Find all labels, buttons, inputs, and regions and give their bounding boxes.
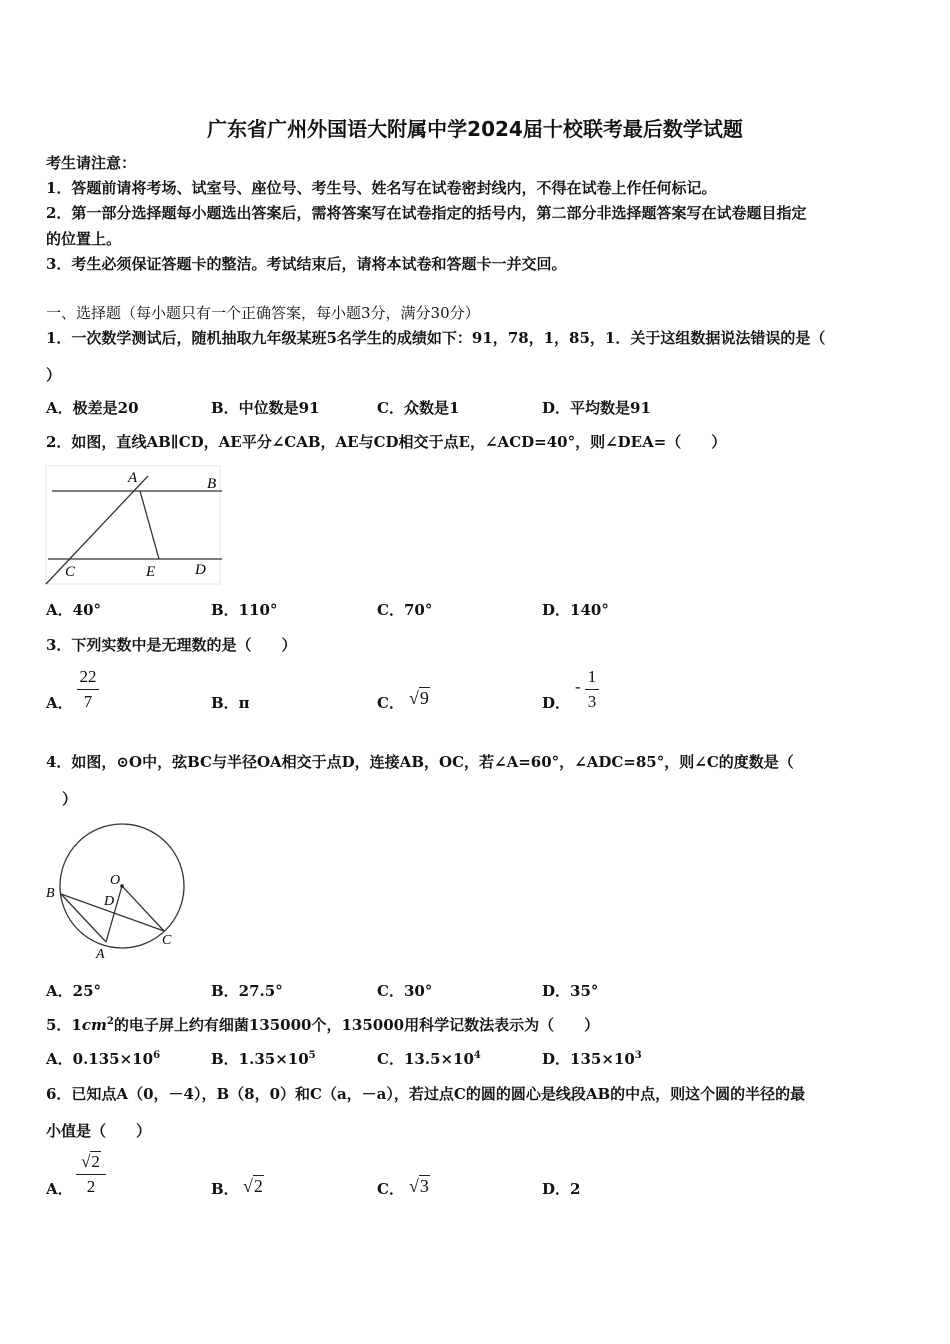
q3-option-c-sqrt: √9 xyxy=(409,688,429,708)
q3-option-a-label: A． xyxy=(46,694,73,712)
q1-option-b: B．中位数是91 xyxy=(211,399,320,417)
notice-item: 3．考生必须保证答题卡的整洁。考试结束后，请将本试卷和答题卡一并交回。 xyxy=(46,255,567,273)
q5-suffix: 的电子屏上约有细菌135000个，135000用科学记数法表示为（ ） xyxy=(113,1016,600,1034)
q3-option-a-fraction xyxy=(77,667,99,712)
q4-option-d: D．35° xyxy=(542,982,599,1000)
denominator: 2 xyxy=(86,1177,96,1196)
q5-prefix: 5．1 xyxy=(46,1016,82,1034)
q6-option-d: D．2 xyxy=(542,1180,581,1198)
radicand: 9 xyxy=(419,688,429,708)
question-4-text-cont: ） xyxy=(62,790,78,808)
label-d: D xyxy=(195,562,206,578)
q3-option-d-sign: - xyxy=(575,677,581,696)
label-a: A xyxy=(96,947,105,962)
notice-heading: 考生请注意： xyxy=(46,154,137,172)
q2-option-d: D．140° xyxy=(542,601,609,619)
q2-option-b: B．110° xyxy=(211,601,278,619)
question-4-text: 4．如图，⊙O中，弦BC与半径OA相交于点D，连接AB，OC，若∠A=60°，∠ADC=85°，则∠C的度数是（ xyxy=(46,753,794,771)
q6-option-b-label: B． xyxy=(211,1180,239,1198)
q2-option-c: C．70° xyxy=(377,601,433,619)
q6-option-c-label: C． xyxy=(377,1180,404,1198)
label-b: B xyxy=(46,886,55,901)
question-2-text: 2．如图，直线AB∥CD，AE平分∠CAB，AE与CD相交于点E，∠ACD=40°，则∠DEA=（ ） xyxy=(46,433,727,451)
question-6-text-cont: 小值是（ ） xyxy=(46,1122,152,1140)
q3-option-c-label: C． xyxy=(377,694,404,712)
q4-option-b: B．27.5° xyxy=(211,982,283,1000)
label-c: C xyxy=(162,933,172,948)
question-1-text-cont: ） xyxy=(46,366,62,384)
page-title: 广东省广州外国语大附属中学2024届十校联考最后数学试题 xyxy=(207,117,743,141)
numerator-sqrt: √2 xyxy=(81,1152,100,1171)
question-5-text xyxy=(46,1014,599,1035)
q2-option-a: A．40° xyxy=(46,601,102,619)
denominator: 7 xyxy=(83,692,93,711)
q1-option-a: A．极差是20 xyxy=(46,399,139,417)
notice-item: 的位置上。 xyxy=(46,230,122,248)
denominator: 3 xyxy=(587,692,597,711)
line-ac xyxy=(46,476,148,584)
q6-option-a-fraction xyxy=(76,1152,106,1197)
q5-option-b: B．$1.35\times 10^5$ xyxy=(211,1050,316,1068)
q5-option-a: A．$0.135\times 10^6$ xyxy=(46,1050,161,1068)
section-heading: 一、选择题（每小题只有一个正确答案，每小题3分，满分30分） xyxy=(46,304,480,322)
q5-unit-exp: 2 xyxy=(106,1016,114,1027)
question-3-text: 3．下列实数中是无理数的是（ ） xyxy=(46,636,297,654)
q6-option-b-sqrt: √2 xyxy=(243,1176,263,1196)
label-a: A xyxy=(128,470,138,486)
q1-option-d: D．平均数是91 xyxy=(542,399,651,417)
segment-ae xyxy=(140,491,159,559)
q5-option-c: C．$13.5\times 10^4$ xyxy=(377,1050,481,1068)
notice-item: 1．答题前请将考场、试室号、座位号、考生号、姓名写在试卷密封线内，不得在试卷上作任何标记。 xyxy=(46,179,717,197)
question-6-text: 6．已知点A（0，－4），B（8，0）和C（a，－a），若过点C的圆的圆心是线段AB的中点，则这个圆的半径的最 xyxy=(46,1085,806,1103)
center-point xyxy=(120,884,124,888)
q5-option-d: D．$135\times 10^3$ xyxy=(542,1050,642,1068)
q4-option-a: A．25° xyxy=(46,982,102,1000)
notice-item: 2．第一部分选择题每小题选出答案后，需将答案写在试卷指定的括号内，第二部分非选择题答案写在试卷题目指定 xyxy=(46,204,807,222)
q6-option-c-sqrt: √3 xyxy=(409,1176,429,1196)
label-b: B xyxy=(207,476,217,492)
q3-option-d-fraction xyxy=(585,667,599,712)
numerator: 1 xyxy=(587,667,597,686)
parallel-lines-figure xyxy=(44,464,222,586)
label-o: O xyxy=(110,873,121,888)
q5-unit: cm xyxy=(81,1016,107,1034)
circle-figure xyxy=(40,816,190,966)
label-d: D xyxy=(104,894,115,909)
numerator: 22 xyxy=(79,667,97,686)
question-1-text: 1．一次数学测试后，随机抽取九年级某班5名学生的成绩如下：91，78，1，85，1．关于这组数据说法错误的是（ xyxy=(46,329,826,347)
q6-option-a-label: A． xyxy=(46,1180,73,1198)
label-e: E xyxy=(146,564,156,580)
q1-option-c: C．众数是1 xyxy=(377,399,460,417)
q4-option-c: C．30° xyxy=(377,982,433,1000)
label-c: C xyxy=(65,564,76,580)
q3-option-d-label: D． xyxy=(542,694,571,712)
radius-oc xyxy=(122,886,164,931)
q3-option-b: B．π xyxy=(211,694,250,712)
